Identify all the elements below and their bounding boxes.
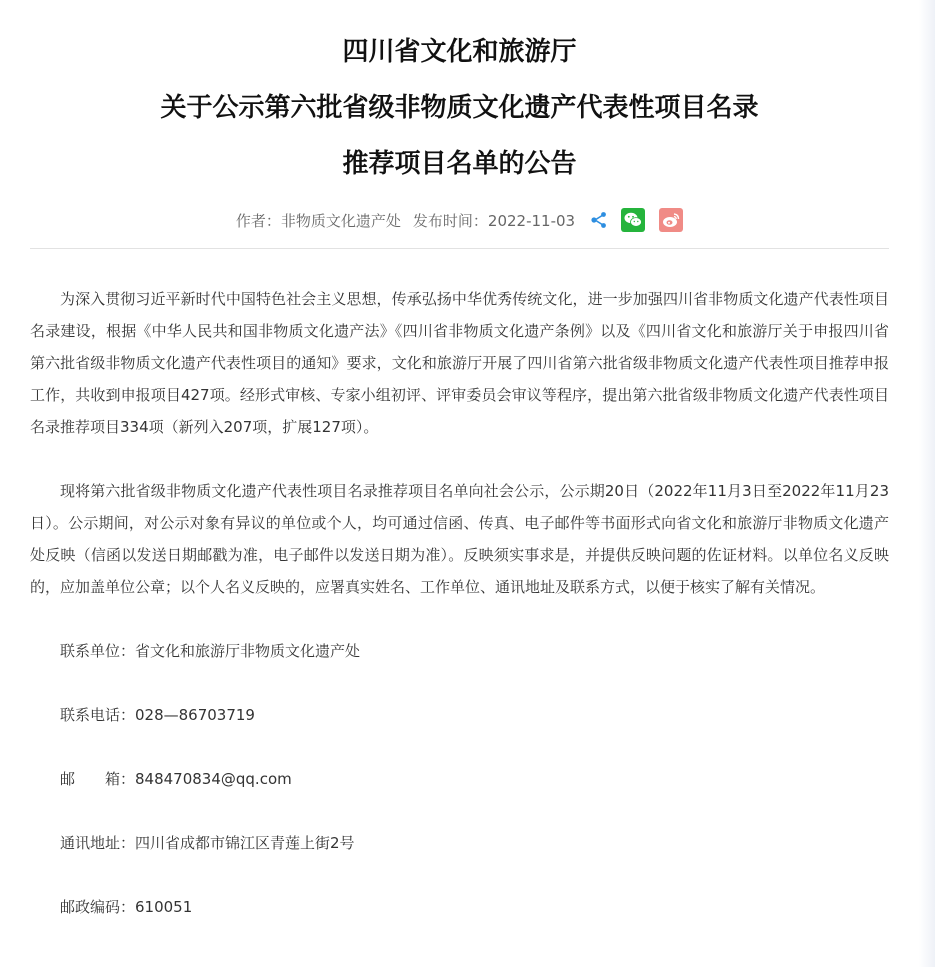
article-meta <box>30 200 889 240</box>
title-divider <box>30 248 889 249</box>
contact-address: 通讯地址：四川省成都市锦江区青莲上街2号 <box>60 834 355 852</box>
publish-time: 发布时间：2022-11-03 <box>412 211 576 230</box>
title-line-3: 推荐项目名单的公告 <box>342 149 577 179</box>
contact-unit: 联系单位：省文化和旅游厅非物质文化遗产处 <box>60 642 361 660</box>
wechat-icon[interactable] <box>621 208 645 232</box>
contact-phone: 联系电话：028—86703719 <box>60 706 255 724</box>
page-side-strip <box>919 0 935 967</box>
article <box>30 0 889 923</box>
contact-email: 邮 箱：848470834@qq.com <box>60 770 292 788</box>
article-title <box>30 0 889 192</box>
title-line-1: 四川省文化和旅游厅 <box>342 37 577 67</box>
body-paragraph-2: 现将第六批省级非物质文化遗产代表性项目名录推荐项目名单向社会公示，公示期20日（2022年11月3日至2022年11月23日）。公示期间，对公示对象有异议的单位或个人，均可通过信函、传真、电子邮件等书面形式向省文化和旅游厅非物质文化遗产处反映（信函以发送日期邮戳为准，电子邮件以发送日期为准）。反映须实事求是，并提供反映问题的佐证材料。以单位名义反映的，应加盖单位公章；以个人名义反映的，应署真实姓名、工作单位、通讯地址及联系方式，以便于核实了解有关情况。 <box>30 482 889 596</box>
contact-postcode: 邮政编码：610051 <box>60 898 193 916</box>
body-paragraph-1: 为深入贯彻习近平新时代中国特色社会主义思想，传承弘扬中华优秀传统文化，进一步加强四川省非物质文化遗产代表性项目名录建设，根据《中华人民共和国非物质文化遗产法》《四川省非物质文化遗产条例》以及《四川省文化和旅游厅关于申报四川省第六批省级非物质文化遗产代表性项目的通知》要求，文化和旅游厅开展了四川省第六批省级非物质文化遗产代表性项目推荐申报工作，共收到申报项目427项。经形式审核、专家小组初评、评审委员会审议等程序，提出第六批省级非物质文化遗产代表性项目名录推荐项目334项（新列入207项，扩展127项）。 <box>30 290 889 436</box>
title-line-2: 关于公示第六批省级非物质文化遗产代表性项目名录 <box>160 93 759 123</box>
share-icon[interactable] <box>589 210 609 230</box>
author: 作者：非物质文化遗产处 <box>235 211 401 230</box>
weibo-icon[interactable] <box>659 208 683 232</box>
article-body <box>30 283 889 923</box>
